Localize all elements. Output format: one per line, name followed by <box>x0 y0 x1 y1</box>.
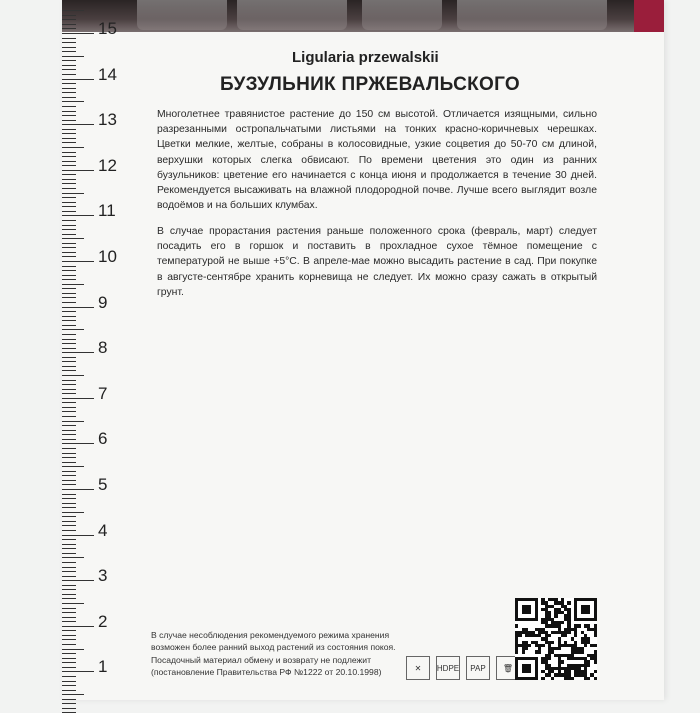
ruler-mm-tick <box>62 448 76 449</box>
ruler-cm-tick <box>62 398 94 399</box>
ruler-mm-tick <box>62 662 76 663</box>
no-dispose-icon: ✕ <box>406 656 430 680</box>
ruler-number: 4 <box>98 520 108 540</box>
ruler-mm-tick <box>62 498 76 499</box>
ruler-mm-tick <box>62 329 84 330</box>
ruler-mm-tick <box>62 471 76 472</box>
ruler-mm-tick <box>62 425 76 426</box>
ruler-mm-tick <box>62 284 84 285</box>
qr-code <box>515 598 597 680</box>
page-title: БУЗУЛЬНИК ПРЖЕВАЛЬСКОГО <box>220 74 520 95</box>
ruler-mm-tick <box>62 101 84 102</box>
ruler-mm-tick <box>62 193 84 194</box>
ruler-mm-tick <box>62 676 76 677</box>
ruler-mm-tick <box>62 434 76 435</box>
ruler-mm-tick <box>62 334 76 335</box>
ruler-mm-tick <box>62 288 76 289</box>
ruler-mm-tick <box>62 83 76 84</box>
accent-strip <box>634 0 664 32</box>
ruler-mm-tick <box>62 266 76 267</box>
ruler-mm-tick <box>62 142 76 143</box>
ruler-mm-tick <box>62 357 76 358</box>
ruler-cm-tick <box>62 489 94 490</box>
pap-recycle-icon: PAP <box>466 656 490 680</box>
ruler-mm-tick <box>62 111 76 112</box>
ruler-mm-tick <box>62 603 84 604</box>
ruler-mm-tick <box>62 630 76 631</box>
ruler-mm-tick <box>62 703 76 704</box>
ruler-cm-tick <box>62 580 94 581</box>
ruler-number: 12 <box>98 155 117 175</box>
ruler-number: 11 <box>98 201 116 221</box>
ruler-mm-tick <box>62 617 76 618</box>
ruler-mm-tick <box>62 69 76 70</box>
ruler-mm-tick <box>62 275 76 276</box>
ruler <box>62 0 124 700</box>
ruler-mm-tick <box>62 51 76 52</box>
seed-packet <box>62 0 664 700</box>
ruler-mm-tick <box>62 339 76 340</box>
ruler-mm-tick <box>62 667 76 668</box>
ruler-mm-tick <box>62 38 76 39</box>
ruler-mm-tick <box>62 512 84 513</box>
ruler-mm-tick <box>62 557 84 558</box>
ruler-number: 15 <box>98 19 117 38</box>
ruler-cm-tick <box>62 443 94 444</box>
ruler-mm-tick <box>62 585 76 586</box>
ruler-mm-tick <box>62 480 76 481</box>
ruler-mm-tick <box>62 206 76 207</box>
ruler-cm-tick <box>62 170 94 171</box>
ruler-mm-tick <box>62 649 84 650</box>
ruler-mm-tick <box>62 484 76 485</box>
ruler-mm-tick <box>62 439 76 440</box>
ruler-mm-tick <box>62 525 76 526</box>
ruler-mm-tick <box>62 462 76 463</box>
ruler-number: 5 <box>98 475 108 494</box>
ruler-mm-tick <box>62 589 76 590</box>
ruler-mm-tick <box>62 270 76 271</box>
ruler-mm-tick <box>62 133 76 134</box>
ruler-cm-tick <box>62 307 94 308</box>
ruler-mm-tick <box>62 708 76 709</box>
ruler-mm-tick <box>62 156 76 157</box>
ruler-number: 10 <box>98 247 117 266</box>
footer-note: В случае несоблюдения рекомендуемого режима хранения возможен более ранний выход растений из состояния покоя. Посадочный материал обмену и возврату не подлежит (постановление Правительства РФ №1222 от 20.10.1998) <box>151 630 396 678</box>
seed-bags-strip <box>62 0 664 32</box>
bin-icon: 🗑 <box>496 656 520 680</box>
ruler-mm-tick <box>62 644 76 645</box>
ruler-mm-tick <box>62 343 76 344</box>
ruler-mm-tick <box>62 188 76 189</box>
ruler-mm-tick <box>62 325 76 326</box>
ruler-mm-tick <box>62 530 76 531</box>
ruler-mm-tick <box>62 539 76 540</box>
ruler-mm-tick <box>62 183 76 184</box>
ruler-mm-tick <box>62 138 76 139</box>
ruler-mm-tick <box>62 416 76 417</box>
ruler-mm-tick <box>62 147 84 148</box>
ruler-cm-tick <box>62 626 94 627</box>
ruler-cm-tick <box>62 261 94 262</box>
ruler-number: 2 <box>98 611 108 631</box>
ruler-mm-tick <box>62 279 76 280</box>
ruler-mm-tick <box>62 598 76 599</box>
ruler-mm-tick <box>62 56 84 57</box>
ruler-mm-tick <box>62 220 76 221</box>
ruler-mm-tick <box>62 567 76 568</box>
ruler-mm-tick <box>62 694 84 695</box>
ruler-mm-tick <box>62 28 76 29</box>
ruler-mm-tick <box>62 548 76 549</box>
ruler-mm-tick <box>62 129 76 130</box>
hdpe-recycle-icon: HDPE <box>436 656 460 680</box>
ruler-mm-tick <box>62 685 76 686</box>
ruler-mm-tick <box>62 384 76 385</box>
ruler-mm-tick <box>62 88 76 89</box>
ruler-mm-tick <box>62 466 84 467</box>
ruler-mm-tick <box>62 65 76 66</box>
ruler-mm-tick <box>62 92 76 93</box>
ruler-mm-tick <box>62 238 84 239</box>
ruler-cm-tick <box>62 352 94 353</box>
ruler-mm-tick <box>62 411 76 412</box>
ruler-number: 9 <box>98 292 108 312</box>
ruler-cm-tick <box>62 671 94 672</box>
ruler-mm-tick <box>62 211 76 212</box>
ruler-cm-tick <box>62 79 94 80</box>
ruler-mm-tick <box>62 681 76 682</box>
ruler-mm-tick <box>62 316 76 317</box>
ruler-mm-tick <box>62 348 76 349</box>
ruler-mm-tick <box>62 612 76 613</box>
ruler-mm-tick <box>62 516 76 517</box>
ruler-mm-tick <box>62 293 76 294</box>
description-paragraph: Многолетнее травянистое растение до 150 см высотой. Отличается изящными, сильно разрезанными остропальчатыми листьями на тонких красно-коричневых черешках. Цветки мелкие, желтые, собраны в колосовидные, узкие соцветия до 50-70 см длиной, верхушки которых слегка обвисают. По времени цветения это один из ранних бузульников: цветение его начинается с конца июня и продолжается в течение 30 дней. Рекомендуется высаживать на влажной плодородной почве. Лучше всего выглядит возле водоёмов и на больших клумбах. <box>157 109 597 212</box>
recycling-icons <box>406 656 520 680</box>
ruler-mm-tick <box>62 311 76 312</box>
ruler-cm-tick <box>62 33 94 34</box>
ruler-cm-tick <box>62 535 94 536</box>
ruler-mm-tick <box>62 179 76 180</box>
ruler-mm-tick <box>62 302 76 303</box>
ruler-mm-tick <box>62 690 76 691</box>
ruler-mm-tick <box>62 370 76 371</box>
ruler-mm-tick <box>62 475 76 476</box>
ruler-mm-tick <box>62 453 76 454</box>
ruler-mm-tick <box>62 658 76 659</box>
ruler-mm-tick <box>62 15 76 16</box>
ruler-mm-tick <box>62 380 76 381</box>
ruler-mm-tick <box>62 47 76 48</box>
ruler-mm-tick <box>62 430 76 431</box>
ruler-mm-tick <box>62 247 76 248</box>
ruler-mm-tick <box>62 229 76 230</box>
ruler-mm-tick <box>62 115 76 116</box>
ruler-mm-tick <box>62 521 76 522</box>
ruler-mm-tick <box>62 297 76 298</box>
ruler-mm-tick <box>62 97 76 98</box>
ruler-mm-tick <box>62 366 76 367</box>
ruler-mm-tick <box>62 234 76 235</box>
ruler-mm-tick <box>62 608 76 609</box>
latin-name: Ligularia przewalskii <box>292 49 439 66</box>
ruler-mm-tick <box>62 161 76 162</box>
ruler-mm-tick <box>62 507 76 508</box>
ruler-mm-tick <box>62 562 76 563</box>
ruler-mm-tick <box>62 503 76 504</box>
ruler-mm-tick <box>62 402 76 403</box>
ruler-mm-tick <box>62 42 76 43</box>
ruler-mm-tick <box>62 361 76 362</box>
ruler-mm-tick <box>62 252 76 253</box>
ruler-mm-tick <box>62 202 76 203</box>
ruler-cm-tick <box>62 215 94 216</box>
ruler-mm-tick <box>62 24 76 25</box>
ruler-mm-tick <box>62 639 76 640</box>
ruler-mm-tick <box>62 152 76 153</box>
ruler-number: 6 <box>98 429 108 449</box>
ruler-number: 14 <box>98 64 117 84</box>
ruler-number: 8 <box>98 338 108 358</box>
ruler-mm-tick <box>62 407 76 408</box>
ruler-mm-tick <box>62 635 76 636</box>
ruler-mm-tick <box>62 120 76 121</box>
ruler-mm-tick <box>62 594 76 595</box>
ruler-cm-tick <box>62 124 94 125</box>
ruler-mm-tick <box>62 165 76 166</box>
ruler-mm-tick <box>62 457 76 458</box>
ruler-mm-tick <box>62 494 76 495</box>
ruler-mm-tick <box>62 74 76 75</box>
ruler-mm-tick <box>62 375 84 376</box>
ruler-mm-tick <box>62 653 76 654</box>
ruler-mm-tick <box>62 571 76 572</box>
ruler-mm-tick <box>62 174 76 175</box>
ruler-mm-tick <box>62 106 76 107</box>
ruler-mm-tick <box>62 576 76 577</box>
ruler-mm-tick <box>62 60 76 61</box>
care-paragraph: В случае прорастания растения раньше положенного срока (февраль, март) следует посадить его в горшок и поставить в прохладное сухое тёмное помещение с температурой не выше +5°С. В апреле-мае можно высадить растение в сад. При покупке в августе-сентябре хранить корневища не следует. Их можно сразу сажать в открытый грунт. <box>157 226 597 298</box>
ruler-mm-tick <box>62 421 84 422</box>
ruler-number: 3 <box>98 566 108 586</box>
ruler-mm-tick <box>62 243 76 244</box>
ruler-mm-tick <box>62 621 76 622</box>
ruler-mm-tick <box>62 256 76 257</box>
ruler-number: 13 <box>98 110 117 130</box>
ruler-mm-tick <box>62 393 76 394</box>
ruler-mm-tick <box>62 10 84 11</box>
ruler-mm-tick <box>62 197 76 198</box>
ruler-mm-tick <box>62 19 76 20</box>
ruler-mm-tick <box>62 225 76 226</box>
ruler-number: 7 <box>98 383 108 403</box>
ruler-mm-tick <box>62 320 76 321</box>
ruler-mm-tick <box>62 389 76 390</box>
ruler-mm-tick <box>62 553 76 554</box>
ruler-number: 1 <box>98 657 108 677</box>
ruler-mm-tick <box>62 544 76 545</box>
